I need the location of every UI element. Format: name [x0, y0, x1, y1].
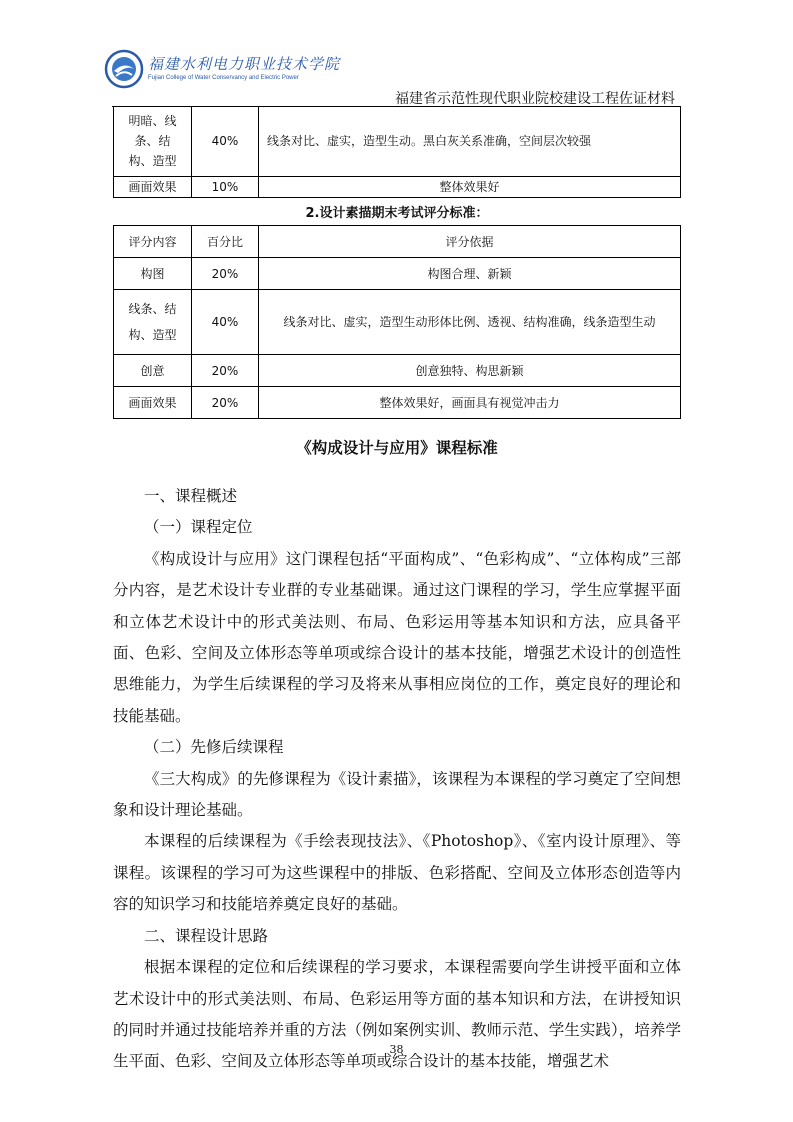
logo-chinese-name: 福建水利电力职业技术学院: [148, 55, 341, 73]
table-cell-content: 构图: [114, 258, 192, 290]
subheading-course-positioning: （一）课程定位: [144, 518, 253, 537]
table-cell-basis: 线条对比、虚实，造型生动。黑白灰关系准确，空间层次较强: [259, 106, 681, 176]
college-logo: [104, 47, 341, 91]
logo-english-name: Fujian College of Water Conservancy and Electric Power: [148, 75, 299, 81]
header-title: 福建省示范性现代职业院校建设工程佐证材料: [395, 91, 675, 107]
heading-course-design: 二、课程设计思路: [144, 926, 269, 945]
table-row: [114, 387, 681, 419]
table-cell-percent: 40%: [192, 106, 259, 176]
table-cell-content: 创意: [114, 355, 192, 387]
table-cell-percent: 10%: [192, 176, 259, 197]
table-cell-percent: 20%: [192, 355, 259, 387]
table-row: [114, 176, 681, 197]
course-standard-title: 《构成设计与应用》课程标准: [296, 439, 498, 457]
table-header-percent: 百分比: [192, 226, 259, 258]
table-row: [114, 355, 681, 387]
table-row: [114, 290, 681, 355]
table-cell-content: 画面效果: [114, 176, 192, 197]
heading-course-overview: 一、课程概述: [144, 487, 238, 505]
paragraph: 《构成设计与应用》这门课程包括“平面构成”、“色彩构成”、“立体构成”三部分内容，是艺术设计专业群的专业基础课。通过这门课程的学习，学生应掌握平面和立体艺术设计中的形式美法则、布局、色彩运用等基本知识和方法，应具备平面、色彩、空间及立体形态等单项或综合设计的基本技能，增强艺术设计的创造性思维能力，为学生后续课程的学习及将来从事相应岗位的工作，奠定良好的理论和技能基础。: [113, 549, 681, 725]
table-cell-basis: 构图合理、新颖: [259, 258, 681, 290]
table-cell-content: 画面效果: [114, 387, 192, 419]
paragraph: 本课程的后续课程为《手绘表现技法》、《Photoshop》、《室内设计原理》、等课程。该课程的学习可为这些课程中的排版、色彩搭配、空间及立体形态创造等内容的知识学习和技能培养奠定良好的基础。: [113, 832, 681, 914]
table-cell-percent: 40%: [192, 290, 259, 355]
paragraph: 《三大构成》的先修课程为《设计素描》，该课程为本课程的学习奠定了空间想象和设计理论基础。: [113, 769, 681, 820]
table-header-row: [114, 226, 681, 258]
paragraph: 根据本课程的定位和后续课程的学习要求，本课程需要向学生讲授平面和立体艺术设计中的形式美法则、布局、色彩运用等方面的基本知识和方法，在讲授知识的同时并通过技能培养并重的方法（例如案例实训、教师示范、学生实践），培养学生平面、色彩、空间及立体形态等单项或综合设计的基本技能，增强艺术: [113, 958, 681, 1071]
table-header-basis: 评分依据: [259, 226, 681, 258]
page-number: 38: [389, 1043, 404, 1056]
table-row: [114, 258, 681, 290]
college-emblem-icon: [104, 49, 144, 89]
table-caption: 2.设计素描期末考试评分标准：: [305, 206, 489, 221]
table-cell-percent: 20%: [192, 258, 259, 290]
final-exam-scoring-table: [113, 225, 681, 419]
table-row: [114, 106, 681, 176]
table-cell-content: 线条、结构、造型: [114, 290, 192, 355]
subheading-prerequisite-courses: （二）先修后续课程: [144, 738, 284, 757]
scoring-table-continued: [113, 106, 681, 198]
table-cell-basis: 整体效果好，画面具有视觉冲击力: [259, 387, 681, 419]
table-cell-percent: 20%: [192, 387, 259, 419]
table-cell-basis: 线条对比、虚实，造型生动形体比例、透视、结构准确，线条造型生动: [259, 290, 681, 355]
table-cell-basis: 创意独特、构思新颖: [259, 355, 681, 387]
body-text: [113, 481, 681, 1078]
table-cell-content: 明暗、线条、结构、造型: [114, 106, 192, 176]
table-header-content: 评分内容: [114, 226, 192, 258]
table-cell-basis: 整体效果好: [259, 176, 681, 197]
